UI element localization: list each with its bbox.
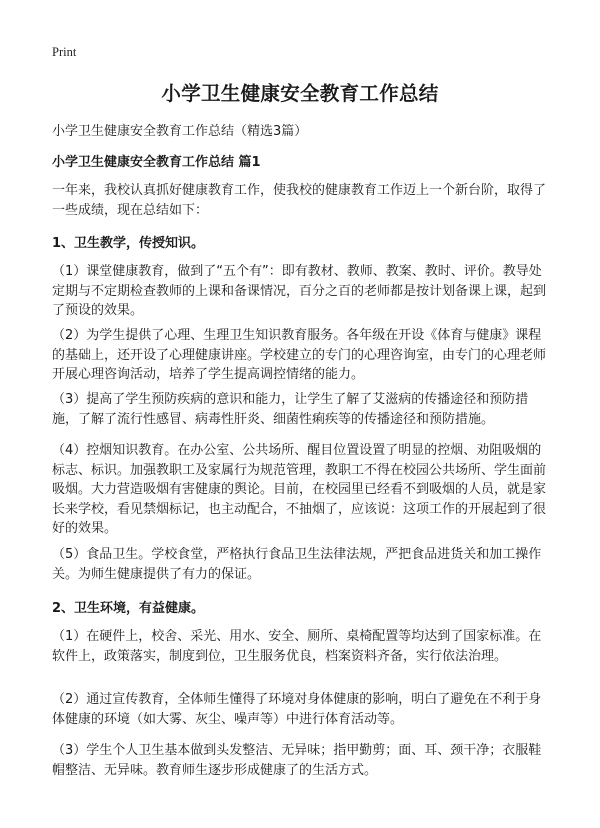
- intro-paragraph: 一年来，我校认真抓好健康教育工作，使我校的健康教育工作迈上一个新台阶，取得了一些成绩，现在总结如下：: [52, 183, 547, 218]
- document-title: 小学卫生健康安全教育工作总结: [161, 82, 439, 105]
- section-2-heading: 2、卫生环境，有益健康。: [52, 601, 205, 616]
- section-1-item-2: （2）为学生提供了心理、生理卫生知识教育服务。各年级在开设《体育与健康》课程的基础上，还开设了心理健康讲座。学校建立的专门的心理咨询室，由专门的心理老师开展心理咨询活动，培养了学生提高调控情绪的能力。: [52, 328, 547, 382]
- section-1-item-1: （1）课堂健康教育，做到了“五个有”：即有教材、教师、教案、教时、评价。教导处定期与不定期检查教师的上课和备课情况，百分之百的老师都是按计划备课上课，起到了预设的效果。: [52, 264, 547, 318]
- section-2-item-3: （3）学生个人卫生基本做到头发整洁、无异味；指甲勤剪；面、耳、颈干净；衣服鞋帽整洁、无异味。教育师生逐步形成健康了的生活方式。: [52, 743, 542, 778]
- document-subtitle: 小学卫生健康安全教育工作总结（精选3篇）: [52, 124, 308, 139]
- section-1-item-4: （4）控烟知识教育。在办公室、公共场所、醒目位置设置了明显的控烟、劝阻吸烟的标志、标识。加强教职工及家属行为规范管理，教职工不得在校园公共场所、学生面前吸烟。大力营造吸烟有害健康的舆论。目前，在校园里已经看不到吸烟的人员，就是家长来学校，看见禁烟标记，也主动配合，不抽烟了，应该说：这项工作的开展起到了很好的效果。: [52, 443, 547, 536]
- print-link[interactable]: Print: [52, 45, 77, 59]
- article-heading: 小学卫生健康安全教育工作总结 篇1: [52, 155, 261, 170]
- section-2-item-1: （1）在硬件上，校舍、采光、用水、安全、厕所、桌椅配置等均达到了国家标准。在软件上，政策落实，制度到位，卫生服务优良，档案资料齐备，实行依法治理。: [52, 629, 542, 664]
- section-1-item-5: （5）食品卫生。学校食堂，严格执行食品卫生法律法规，严把食品进货关和加工操作关。为师生健康提供了有力的保证。: [52, 547, 542, 582]
- section-2-item-2: （2）通过宣传教育，全体师生懂得了环境对身体健康的影响，明白了避免在不利于身体健康的环境（如大雾、灰尘、噪声等）中进行体育活动等。: [52, 692, 542, 727]
- section-1-item-3: （3）提高了学生预防疾病的意识和能力，让学生了解了艾滋病的传播途径和预防措施，了解了流行性感冒、病毒性肝炎、细菌性痢疾等的传播途径和预防措施。: [52, 392, 529, 427]
- section-1-heading: 1、卫生教学，传授知识。: [52, 236, 205, 251]
